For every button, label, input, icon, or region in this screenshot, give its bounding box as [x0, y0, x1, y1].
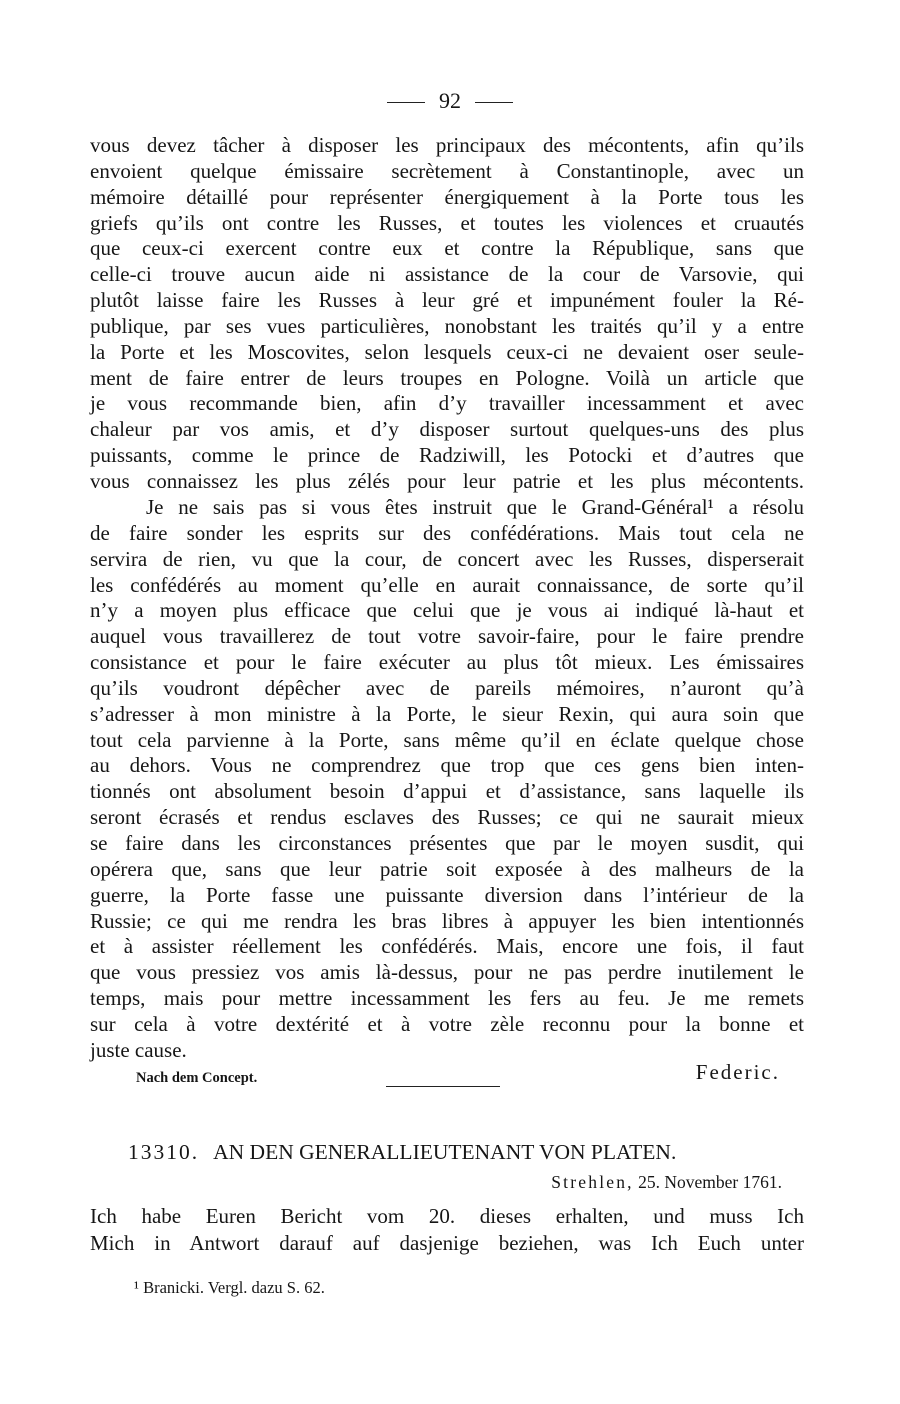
text-line: envoient quelque émissaire secrètement à Constantinople, avec un: [90, 158, 804, 183]
header-rule-right: [475, 102, 513, 103]
date-text: 25. November 1761.: [638, 1172, 782, 1192]
text-line: se faire dans les circonstances présentes que par le moyen susdit, qui: [90, 830, 804, 855]
text-line: de faire sonder les esprits sur des confédérations. Mais tout cela ne: [90, 520, 804, 545]
text-line: Mich in Antwort darauf auf dasjenige beziehen, was Ich Euch unter: [90, 1231, 804, 1255]
text-line: servira de rien, vu que la cour, de concert avec les Russes, disperserait: [90, 546, 804, 571]
text-line: temps, mais pour mettre incessamment les fers au feu. Je me remets: [90, 986, 804, 1011]
closing-line: [90, 1060, 804, 1092]
text-line: je vous recommande bien, afin d’y travailler incessamment et avec: [90, 391, 804, 416]
source-note: Nach dem Concept.: [136, 1070, 258, 1086]
text-line: sur cela à votre dextérité et à votre zèle reconnu pour la bonne et: [90, 1011, 804, 1036]
text-line: la Porte et les Moscovites, selon lesquels ceux-ci ne devaient oser seule-: [90, 339, 804, 364]
page-number: 92: [439, 88, 461, 113]
text-line: tionnés ont absolument besoin d’appui et d’assistance, sans laquelle ils: [90, 779, 804, 804]
text-line: opérera que, sans que leur patrie soit exposée à des malheurs de la: [90, 856, 804, 881]
text-line: que vous pressiez vos amis là-dessus, pour ne pas perdre inutilement le: [90, 960, 804, 985]
text-line: juste cause.: [90, 1037, 187, 1062]
text-line: n’y a moyen plus efficace que celui que je vous ai indiqué là-haut et: [90, 598, 804, 623]
text-line: au dehors. Vous ne comprendrez que trop que ces gens bien inten-: [90, 753, 804, 778]
letter-text: [90, 1203, 804, 1257]
text-line: griefs qu’ils ont contre les Russes, et toutes les violences et cruautés: [90, 210, 804, 235]
text-line: vous devez tâcher à disposer les principaux des mécontents, afin qu’ils: [90, 133, 804, 157]
section-divider: [386, 1086, 500, 1087]
header-rule-left: [387, 102, 425, 103]
document-number: 13310.: [128, 1140, 200, 1164]
text-line: Je ne sais pas si vous êtes instruit que le Grand-Général¹ a résolu: [146, 495, 804, 519]
text-line: et à assister réellement les confédérés. Mais, encore une fois, il faut: [90, 934, 804, 959]
text-line: consistance et pour le faire exécuter au plus tôt mieux. Les émissaires: [90, 650, 804, 675]
text-line: ment de faire entrer de leurs troupes en Pologne. Voilà un article que: [90, 365, 804, 390]
signature: Federic.: [695, 1060, 780, 1084]
document-heading: [128, 1140, 676, 1165]
text-line: seront écrasés et rendus esclaves des Russes; ce qui ne saurait mieux: [90, 805, 804, 830]
text-line: que ceux-ci exercent contre eux et contre la République, sans que: [90, 236, 804, 261]
text-line: publique, par ses vues particulières, nonobstant les traités qu’il y a entre: [90, 313, 804, 338]
date-place: Strehlen,: [551, 1172, 634, 1192]
text-line: qu’ils voudront dépêcher avec de pareils mémoires, n’auront qu’à: [90, 675, 804, 700]
text-line: celle-ci trouve aucun aide ni assistance de la cour de Varsovie, qui: [90, 262, 804, 287]
text-line: auquel vous travaillerez de tout votre savoir-faire, pour le faire prendre: [90, 624, 804, 649]
paragraph-1: [90, 133, 804, 495]
footnote: ¹ Branicki. Vergl. dazu S. 62.: [134, 1278, 325, 1297]
text-line: puissants, comme le prince de Radziwill, les Potocki et d’autres que: [90, 443, 804, 468]
text-line: chaleur par vos amis, et d’y disposer surtout quelques-uns des plus: [90, 417, 804, 442]
text-line: mémoire détaillé pour représenter énergiquement à la Porte tous les: [90, 184, 804, 209]
dateline: [551, 1172, 782, 1193]
text-line: Russie; ce qui me rendra les bras libres à appuyer les bien intentionnés: [90, 908, 804, 933]
text-line: s’adresser à mon ministre à la Porte, le sieur Rexin, qui aura soin que: [90, 701, 804, 726]
paragraph-2: [90, 495, 804, 1064]
document-title: AN DEN GENERALLIEUTENANT VON PLATEN.: [213, 1140, 677, 1164]
text-line: tout cela parvienne à la Porte, sans même qu’il en éclate quelque chose: [90, 727, 804, 752]
text-line: guerre, la Porte fasse une puissante diversion dans l’intérieur de la: [90, 882, 804, 907]
text-line: les confédérés au moment qu’elle en aurait connaissance, de sorte qu’il: [90, 572, 804, 597]
text-line: Ich habe Euren Bericht vom 20. dieses erhalten, und muss Ich: [90, 1204, 804, 1228]
text-line: plutôt laisse faire les Russes à leur gré et impunément fouler la Ré-: [90, 288, 804, 313]
text-line: vous connaissez les plus zélés pour leur patrie et les plus mécontents.: [90, 468, 804, 493]
page-header: [0, 88, 900, 114]
